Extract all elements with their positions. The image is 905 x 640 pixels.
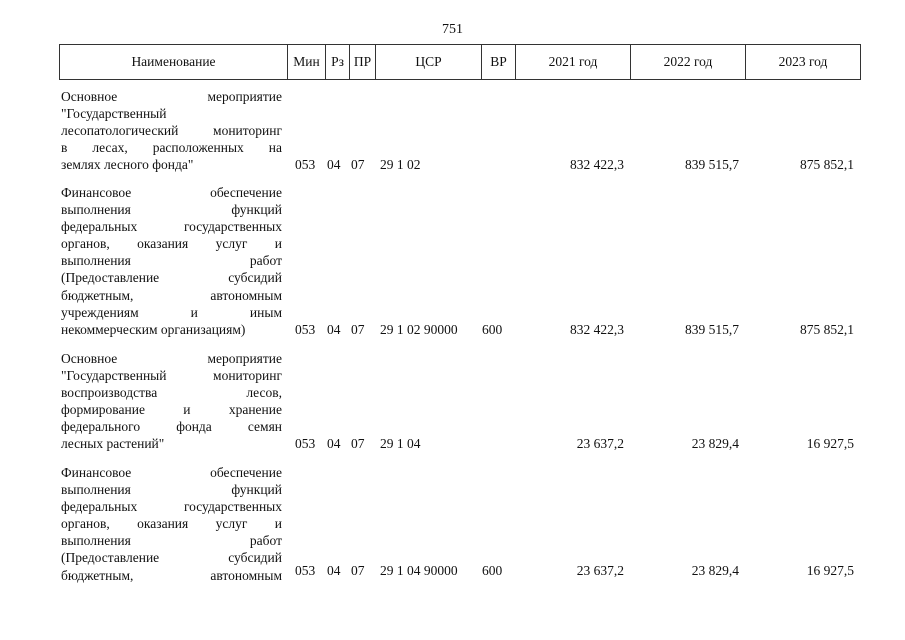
header-name: Наименование bbox=[60, 45, 288, 80]
row-name-line: лесных растений" bbox=[61, 436, 165, 452]
row-name-line: некоммерческим организациям) bbox=[61, 321, 246, 337]
cell-2021: 23 637,2 bbox=[576, 563, 624, 578]
row-name-line: воспроизводства лесов, bbox=[61, 385, 282, 401]
cell-min: 053 bbox=[295, 322, 316, 337]
row-name-line: федеральных государственных bbox=[61, 499, 282, 515]
row-name-line: Финансовое обеспечение bbox=[61, 465, 282, 480]
table-row bbox=[59, 88, 860, 174]
cell-2023: 875 852,1 bbox=[800, 322, 854, 337]
cell-2022: 23 829,4 bbox=[691, 436, 739, 451]
row-name-line: выполнения работ bbox=[61, 533, 282, 549]
header-rz: Рз bbox=[326, 45, 350, 80]
header-min: Мин bbox=[288, 45, 326, 80]
table-row bbox=[59, 184, 860, 340]
cell-csr: 29 1 04 90000 bbox=[380, 563, 458, 578]
row-name-line: бюджетным, автономным bbox=[61, 287, 282, 303]
cell-rz: 04 bbox=[327, 322, 341, 337]
row-name-line: федеральных государственных bbox=[61, 219, 282, 235]
cell-min: 053 bbox=[295, 436, 316, 451]
row-name-line: лесопатологический мониторинг bbox=[61, 123, 282, 139]
row-name bbox=[61, 350, 282, 453]
cell-2021: 832 422,3 bbox=[570, 157, 624, 172]
row-name bbox=[61, 184, 282, 338]
cell-csr: 29 1 02 bbox=[380, 157, 421, 172]
cell-2023: 875 852,1 bbox=[800, 157, 854, 172]
cell-pr: 07 bbox=[351, 322, 365, 337]
cell-rz: 04 bbox=[327, 436, 341, 451]
row-name bbox=[61, 464, 282, 584]
row-name-line: формирование и хранение bbox=[61, 402, 282, 418]
cell-csr: 29 1 04 bbox=[380, 436, 421, 451]
row-name-line: землях лесного фонда" bbox=[61, 157, 194, 173]
row-name-line: "Государственный bbox=[61, 106, 167, 122]
row-name-line: "Государственный мониторинг bbox=[61, 368, 282, 384]
row-name-line: выполнения функций bbox=[61, 202, 282, 218]
cell-rz: 04 bbox=[327, 157, 341, 172]
cell-pr: 07 bbox=[351, 436, 365, 451]
cell-2023: 16 927,5 bbox=[806, 436, 854, 451]
header-vr: ВР bbox=[482, 45, 516, 80]
cell-2021: 23 637,2 bbox=[576, 436, 624, 451]
row-name-line: (Предоставление субсидий bbox=[61, 550, 282, 566]
header-csr: ЦСР bbox=[376, 45, 482, 80]
row-name-line: выполнения функций bbox=[61, 482, 282, 498]
row-name-line: выполнения работ bbox=[61, 253, 282, 269]
header-2022: 2022 год bbox=[631, 45, 746, 80]
cell-csr: 29 1 02 90000 bbox=[380, 322, 458, 337]
header-pr: ПР bbox=[350, 45, 376, 80]
cell-2022: 839 515,7 bbox=[685, 157, 739, 172]
cell-2021: 832 422,3 bbox=[570, 322, 624, 337]
row-name-line: в лесах, расположенных на bbox=[61, 140, 282, 156]
table-header bbox=[59, 44, 861, 80]
row-name-line: Финансовое обеспечение bbox=[61, 185, 282, 200]
page-number: 751 bbox=[442, 22, 463, 37]
header-2021: 2021 год bbox=[516, 45, 631, 80]
table-row bbox=[59, 350, 860, 454]
header-2023: 2023 год bbox=[746, 45, 861, 80]
cell-vr: 600 bbox=[482, 563, 503, 578]
row-name-line: учреждениям и иным bbox=[61, 304, 282, 320]
cell-min: 053 bbox=[295, 563, 316, 578]
cell-pr: 07 bbox=[351, 563, 365, 578]
cell-2023: 16 927,5 bbox=[806, 563, 854, 578]
row-name-line: Основное мероприятие bbox=[61, 351, 282, 366]
row-name-line: (Предоставление субсидий bbox=[61, 270, 282, 286]
row-name bbox=[61, 88, 282, 173]
row-name-line: бюджетным, автономным bbox=[61, 567, 282, 583]
cell-2022: 839 515,7 bbox=[685, 322, 739, 337]
row-name-line: органов, оказания услуг и bbox=[61, 516, 282, 532]
cell-pr: 07 bbox=[351, 157, 365, 172]
cell-rz: 04 bbox=[327, 563, 341, 578]
row-name-line: Основное мероприятие bbox=[61, 89, 282, 104]
cell-2022: 23 829,4 bbox=[691, 563, 739, 578]
table-row bbox=[59, 464, 860, 588]
row-name-line: федерального фонда семян bbox=[61, 419, 282, 435]
row-name-line: органов, оказания услуг и bbox=[61, 236, 282, 252]
cell-vr: 600 bbox=[482, 322, 503, 337]
cell-min: 053 bbox=[295, 157, 316, 172]
